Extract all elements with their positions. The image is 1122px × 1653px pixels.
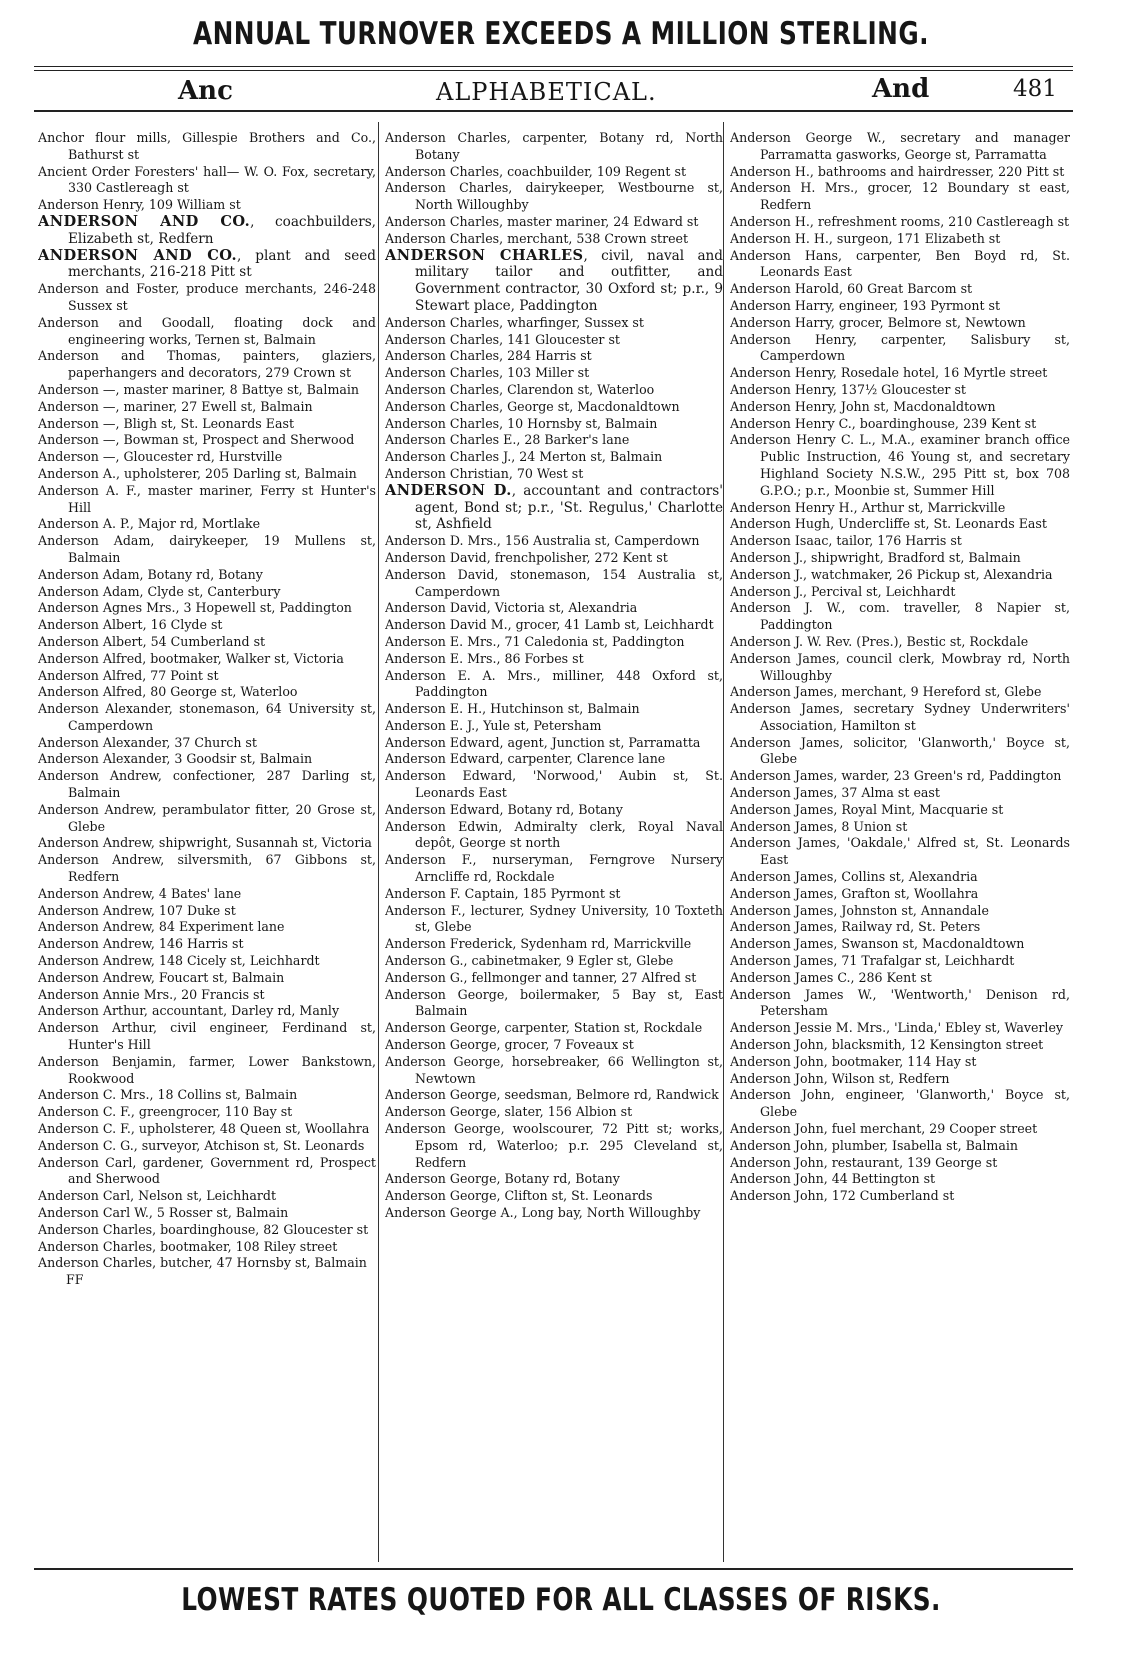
directory-entry: Anderson Charles J., 24 Merton st, Balmain	[385, 449, 663, 465]
directory-entry: Anderson Isaac, tailor, 176 Harris st	[730, 533, 962, 549]
directory-entry: Anderson Andrew, confectioner, 287 Darling st, Balmain	[38, 768, 376, 801]
directory-entry: Anderson Edward, 'Norwood,' Aubin st, St. Leonards East	[385, 768, 723, 801]
header-rule-lower	[34, 70, 1073, 71]
directory-entry: Anderson J., shipwright, Bradford st, Balmain	[730, 549, 1021, 565]
directory-column-2	[385, 130, 723, 1560]
directory-entry: Anderson Albert, 54 Cumberland st	[38, 633, 266, 649]
directory-entry: Anderson James, Grafton st, Woollahra	[730, 885, 979, 901]
firm-name: ANDERSON AND CO.	[38, 246, 237, 264]
directory-entry: Anderson C. F., greengrocer, 110 Bay st	[38, 1104, 293, 1120]
directory-entry: Anderson George, Botany rd, Botany	[385, 1171, 620, 1187]
footer-rule	[34, 1568, 1073, 1570]
directory-entry: Anderson George, grocer, 7 Foveaux st	[385, 1037, 634, 1053]
directory-entry: Anderson H. H., surgeon, 171 Elizabeth st	[730, 230, 1001, 246]
directory-entry: Anderson James, 'Oakdale,' Alfred st, St. Leonards East	[730, 835, 1070, 868]
directory-entry: Anderson Andrew, 4 Bates' lane	[38, 885, 242, 901]
directory-entry: Anderson Andrew, 148 Cicely st, Leichhardt	[38, 953, 320, 969]
directory-entry: Anderson J. W. Rev. (Pres.), Bestic st, Rockdale	[730, 633, 1029, 649]
directory-entry: Anderson George, seedsman, Belmore rd, Randwick	[385, 1087, 719, 1103]
directory-entry: Anderson Alexander, stonemason, 64 University st, Camperdown	[38, 701, 376, 733]
directory-entry: Anderson C. Mrs., 18 Collins st, Balmain	[38, 1087, 298, 1103]
directory-entry: Anderson David, Victoria st, Alexandria	[385, 600, 638, 616]
directory-entry: Anderson Edward, agent, Junction st, Parramatta	[385, 734, 701, 750]
directory-entry: Anderson Andrew, silversmith, 67 Gibbons st, Redfern	[38, 852, 376, 885]
column-divider-1	[378, 122, 379, 1562]
section-title: ALPHABETICAL.	[436, 78, 657, 106]
guide-word-left: Anc	[178, 76, 233, 106]
directory-entry: Anderson and Foster, produce merchants, 246-248 Sussex st	[38, 281, 376, 313]
printer-signature-mark: FF	[66, 1272, 84, 1288]
directory-entry: Anderson Charles, coachbuilder, 109 Regent st	[385, 163, 687, 179]
directory-entry: Anderson E. A. Mrs., milliner, 448 Oxford st, Paddington	[385, 667, 723, 700]
directory-entry: Anderson and Thomas, painters, glaziers, paperhangers and decorators, 279 Crown st	[38, 348, 376, 381]
bottom-advertising-banner: LOWEST RATES QUOTED FOR ALL CLASSES OF RISKS.	[181, 1582, 941, 1618]
directory-entry: Anderson James, Swanson st, Macdonaldtown	[730, 936, 1025, 952]
directory-entry: Anderson Frederick, Sydenham rd, Marrickville	[385, 936, 692, 952]
directory-entry: Anderson E. Mrs., 71 Caledonia st, Paddington	[385, 633, 685, 649]
directory-entry: Anderson John, 172 Cumberland st	[730, 1188, 955, 1204]
directory-entry: Anderson Andrew, shipwright, Susannah st, Victoria	[38, 835, 372, 851]
directory-entry: Anderson A., upholsterer, 205 Darling st, Balmain	[38, 465, 357, 481]
directory-entry: Anderson Henry, 109 William st	[38, 197, 241, 213]
directory-entry: Anderson Carl, gardener, Government rd, Prospect and Sherwood	[38, 1154, 376, 1187]
directory-entry: Anderson —, Bowman st, Prospect and Sherwood	[38, 432, 355, 448]
directory-entry: Anderson F. Captain, 185 Pyrmont st	[385, 885, 621, 901]
directory-entry: Anderson George, carpenter, Station st, Rockdale	[385, 1020, 703, 1036]
directory-entry: Anderson George A., Long bay, North Willoughby	[385, 1205, 701, 1220]
top-advertising-banner: ANNUAL TURNOVER EXCEEDS A MILLION STERLING.	[193, 16, 929, 52]
directory-entry: Anderson Charles, master mariner, 24 Edward st	[385, 213, 699, 229]
directory-entry: Anderson Charles, George st, Macdonaldtown	[385, 398, 680, 414]
firm-name: ANDERSON D.	[385, 481, 512, 499]
directory-entry: Anderson Charles, 141 Gloucester st	[385, 331, 620, 347]
firm-name: ANDERSON CHARLES	[385, 246, 584, 264]
directory-entry: Anderson Arthur, civil engineer, Ferdinand st, Hunter's Hill	[38, 1020, 376, 1053]
directory-entry: Anderson Harry, engineer, 193 Pyrmont st	[730, 297, 1001, 313]
directory-entry: Anderson and Goodall, floating dock and engineering works, Ternen st, Balmain	[38, 314, 376, 347]
directory-entry: Anderson Albert, 16 Clyde st	[38, 617, 223, 633]
directory-entry: Anderson Hans, carpenter, Ben Boyd rd, St. Leonards East	[730, 247, 1070, 280]
directory-entry: Anderson J. W., com. traveller, 8 Napier st, Paddington	[730, 600, 1070, 633]
directory-entry: Anderson —, mariner, 27 Ewell st, Balmain	[38, 398, 313, 414]
directory-entry: Anderson H., refreshment rooms, 210 Castlereagh st	[730, 213, 1070, 229]
directory-entry: Ancient Order Foresters' hall— W. O. Fox, secretary, 330 Castlereagh st	[38, 163, 376, 196]
directory-entry: Anderson E. H., Hutchinson st, Balmain	[385, 701, 640, 717]
directory-entry: Anderson Edwin, Admiralty clerk, Royal Naval depôt, George st north	[385, 818, 723, 851]
directory-entry: Anderson James, solicitor, 'Glanworth,' Boyce st, Glebe	[730, 734, 1070, 767]
directory-entry: Anderson John, Wilson st, Redfern	[730, 1070, 950, 1086]
directory-entry: Anderson James, merchant, 9 Hereford st, Glebe	[730, 684, 1042, 700]
directory-column-1	[38, 130, 376, 1560]
directory-entry: ANDERSON D., accountant and contractors' agent, Bond st; p.r., 'St. Regulus,' Charlotte st, Ashfield	[385, 481, 723, 533]
firm-name: ANDERSON AND CO.	[38, 212, 251, 230]
directory-entry: Anderson John, blacksmith, 12 Kensington street	[730, 1037, 1044, 1053]
directory-entry: Anderson George, boilermaker, 5 Bay st, East Balmain	[385, 986, 723, 1019]
directory-entry: Anderson Charles, merchant, 538 Crown street	[385, 230, 689, 246]
directory-entry: Anderson Charles, carpenter, Botany rd, North Botany	[385, 130, 723, 162]
directory-entry: Anderson E. Mrs., 86 Forbes st	[385, 650, 584, 666]
directory-entry: Anderson Andrew, perambulator fitter, 20 Grose st, Glebe	[38, 801, 376, 834]
directory-entry: Anderson George, horsebreaker, 66 Wellington st, Newtown	[385, 1053, 723, 1086]
directory-entry: Anderson Charles, 10 Hornsby st, Balmain	[385, 415, 658, 431]
directory-entry: Anderson James, 71 Trafalgar st, Leichhardt	[730, 953, 1015, 969]
directory-entry: Anderson Charles, dairykeeper, Westbourne st, North Willoughby	[385, 180, 723, 213]
directory-entry: Anderson Jessie M. Mrs., 'Linda,' Ebley st, Waverley	[730, 1020, 1064, 1036]
directory-entry: Anderson Carl W., 5 Rosser st, Balmain	[38, 1205, 289, 1220]
directory-entry: ANDERSON CHARLES, civil, naval and military tailor and outfitter, and Government contractor, 30 Oxford st; p.r., 9 Stewart place, Paddington	[385, 246, 723, 314]
directory-entry: Anderson John, plumber, Isabella st, Balmain	[730, 1137, 1018, 1153]
directory-entry: Anderson John, engineer, 'Glanworth,' Boyce st, Glebe	[730, 1087, 1070, 1120]
directory-entry: Anderson Charles, butcher, 47 Hornsby st, Balmain	[38, 1255, 367, 1271]
directory-entry: Anderson C. F., upholsterer, 48 Queen st, Woollahra	[38, 1121, 370, 1137]
directory-entry: Anderson —, Gloucester rd, Hurstville	[38, 449, 283, 465]
directory-entry: Anderson James, council clerk, Mowbray rd, North Willoughby	[730, 650, 1070, 683]
directory-entry: Anderson Charles, 284 Harris st	[385, 348, 592, 364]
directory-entry: Anderson Alfred, 80 George st, Waterloo	[38, 684, 298, 700]
directory-entry: Anderson James, Royal Mint, Macquarie st	[730, 801, 1004, 817]
directory-entry: Anderson Adam, Botany rd, Botany	[38, 566, 263, 582]
directory-entry: Anderson James W., 'Wentworth,' Denison rd, Petersham	[730, 986, 1070, 1019]
directory-entry: Anderson James, 37 Alma st east	[730, 785, 940, 801]
directory-entry: Anderson David, frenchpolisher, 272 Kent st	[385, 549, 668, 565]
directory-entry: Anderson Alexander, 37 Church st	[38, 734, 257, 750]
directory-entry: Anderson Adam, Clyde st, Canterbury	[38, 583, 281, 599]
directory-entry: Anderson Charles E., 28 Barker's lane	[385, 432, 630, 448]
directory-entry: Anderson G., fellmonger and tanner, 27 Alfred st	[385, 969, 697, 985]
directory-entry: Anderson E. J., Yule st, Petersham	[385, 717, 602, 733]
directory-entry: Anderson A. P., Major rd, Mortlake	[38, 516, 261, 532]
directory-entry: Anderson Andrew, 146 Harris st	[38, 936, 244, 952]
directory-entry: Anderson James C., 286 Kent st	[730, 969, 932, 985]
directory-entry: Anderson Benjamin, farmer, Lower Bankstown, Rookwood	[38, 1053, 376, 1086]
guide-word-right: And	[872, 74, 930, 104]
directory-entry: Anderson John, restaurant, 139 George st	[730, 1154, 998, 1170]
directory-entry: Anchor flour mills, Gillespie Brothers and Co., Bathurst st	[38, 130, 376, 162]
directory-entry: Anderson James, 8 Union st	[730, 818, 908, 834]
directory-entry: Anderson H., bathrooms and hairdresser, 220 Pitt st	[730, 163, 1065, 179]
column-divider-2	[723, 122, 724, 1562]
directory-entry: Anderson Alfred, bootmaker, Walker st, Victoria	[38, 650, 344, 666]
directory-column-3	[730, 130, 1070, 1560]
directory-entry: Anderson —, master mariner, 8 Battye st, Balmain	[38, 381, 360, 397]
directory-entry: Anderson Adam, dairykeeper, 19 Mullens st, Balmain	[38, 533, 376, 565]
directory-entry: Anderson Charles, boardinghouse, 82 Gloucester st	[38, 1221, 369, 1237]
directory-entry: Anderson Charles, 103 Miller st	[385, 365, 590, 381]
directory-entry: Anderson John, fuel merchant, 29 Cooper street	[730, 1121, 1038, 1137]
directory-entry: Anderson D. Mrs., 156 Australia st, Camperdown	[385, 533, 700, 549]
directory-entry: Anderson Harry, grocer, Belmore st, Newtown	[730, 314, 1026, 330]
directory-entry: Anderson Hugh, Undercliffe st, St. Leonards East	[730, 516, 1047, 532]
directory-entry: Anderson Agnes Mrs., 3 Hopewell st, Paddington	[38, 600, 352, 616]
directory-entry: Anderson Alexander, 3 Goodsir st, Balmain	[38, 751, 313, 767]
directory-entry: Anderson James, secretary Sydney Underwriters' Association, Hamilton st	[730, 701, 1070, 733]
directory-entry: Anderson Arthur, accountant, Darley rd, Manly	[38, 1003, 340, 1019]
directory-entry: Anderson Christian, 70 West st	[385, 465, 584, 481]
directory-entry: Anderson Charles, Clarendon st, Waterloo	[385, 381, 655, 397]
directory-entry: Anderson Henry, 137½ Gloucester st	[730, 381, 966, 397]
directory-entry: Anderson David M., grocer, 41 Lamb st, Leichhardt	[385, 617, 714, 633]
directory-entry: Anderson Henry C. L., M.A., examiner branch office Public Instruction, 46 Young st, and secretary Highland Society N.S.W., 295 Pitt st, box 708 G.P.O.; p.r., Moonbie st, Summer Hill	[730, 432, 1070, 498]
directory-entry: Anderson George, Clifton st, St. Leonards	[385, 1188, 653, 1204]
directory-entry: Anderson Henry, Rosedale hotel, 16 Myrtle street	[730, 365, 1048, 381]
directory-entry: Anderson James, Railway rd, St. Peters	[730, 919, 981, 935]
directory-entry: Anderson —, Bligh st, St. Leonards East	[38, 415, 295, 431]
directory-entry: Anderson John, bootmaker, 114 Hay st	[730, 1053, 977, 1069]
directory-entry: Anderson C. G., surveyor, Atchison st, St. Leonards	[38, 1137, 365, 1153]
directory-entry: ANDERSON AND CO., plant and seed merchants, 216-218 Pitt st	[38, 246, 376, 281]
directory-entry: Anderson J., watchmaker, 26 Pickup st, Alexandria	[730, 566, 1053, 582]
directory-entry: Anderson David, stonemason, 154 Australia st, Camperdown	[385, 566, 723, 599]
directory-entry: Anderson James, warder, 23 Green's rd, Paddington	[730, 768, 1062, 784]
directory-entry: Anderson A. F., master mariner, Ferry st Hunter's Hill	[38, 482, 376, 515]
directory-entry: Anderson Annie Mrs., 20 Francis st	[38, 986, 265, 1002]
directory-entry: Anderson Andrew, 107 Duke st	[38, 902, 236, 918]
directory-entry: Anderson Henry H., Arthur st, Marrickville	[730, 499, 1006, 515]
running-head-rule	[34, 110, 1073, 112]
directory-entry: Anderson George W., secretary and manager Parramatta gasworks, George st, Parramatta	[730, 130, 1070, 162]
directory-entry: Anderson Henry, carpenter, Salisbury st, Camperdown	[730, 331, 1070, 364]
directory-entry: Anderson Edward, carpenter, Clarence lane	[385, 751, 666, 767]
directory-entry: Anderson George, woolscourer, 72 Pitt st; works, Epsom rd, Waterloo; p.r. 295 Cleveland st, Redfern	[385, 1121, 723, 1170]
directory-entry: Anderson J., Percival st, Leichhardt	[730, 583, 956, 599]
directory-entry: Anderson Charles, bootmaker, 108 Riley street	[38, 1238, 338, 1254]
directory-entry: Anderson Charles, wharfinger, Sussex st	[385, 314, 644, 330]
directory-entry: ANDERSON AND CO., coachbuilders, Elizabeth st, Redfern	[38, 212, 376, 247]
header-rule-upper	[34, 66, 1073, 67]
directory-entry: Anderson John, 44 Bettington st	[730, 1171, 936, 1187]
directory-entry: Anderson Harold, 60 Great Barcom st	[730, 281, 973, 297]
page-number: 481	[1013, 76, 1057, 102]
directory-entry: Anderson James, Collins st, Alexandria	[730, 869, 978, 885]
directory-entry: Anderson Edward, Botany rd, Botany	[385, 801, 623, 817]
directory-entry: Anderson Andrew, Foucart st, Balmain	[38, 969, 285, 985]
directory-entry: Anderson Carl, Nelson st, Leichhardt	[38, 1188, 277, 1204]
directory-entry: Anderson F., lecturer, Sydney University, 10 Toxteth st, Glebe	[385, 902, 723, 935]
directory-entry: Anderson Alfred, 77 Point st	[38, 667, 219, 683]
directory-entry: Anderson Henry, John st, Macdonaldtown	[730, 398, 996, 414]
directory-entry: Anderson H. Mrs., grocer, 12 Boundary st east, Redfern	[730, 180, 1070, 213]
directory-entry: Anderson James, Johnston st, Annandale	[730, 902, 989, 918]
directory-entry: Anderson Henry C., boardinghouse, 239 Kent st	[730, 415, 1037, 431]
directory-entry: Anderson George, slater, 156 Albion st	[385, 1104, 633, 1120]
directory-entry: Anderson F., nurseryman, Ferngrove Nursery Arncliffe rd, Rockdale	[385, 852, 723, 885]
directory-entry: Anderson Andrew, 84 Experiment lane	[38, 919, 285, 935]
directory-entry: Anderson G., cabinetmaker, 9 Egler st, Glebe	[385, 953, 674, 969]
running-head	[0, 74, 1122, 108]
